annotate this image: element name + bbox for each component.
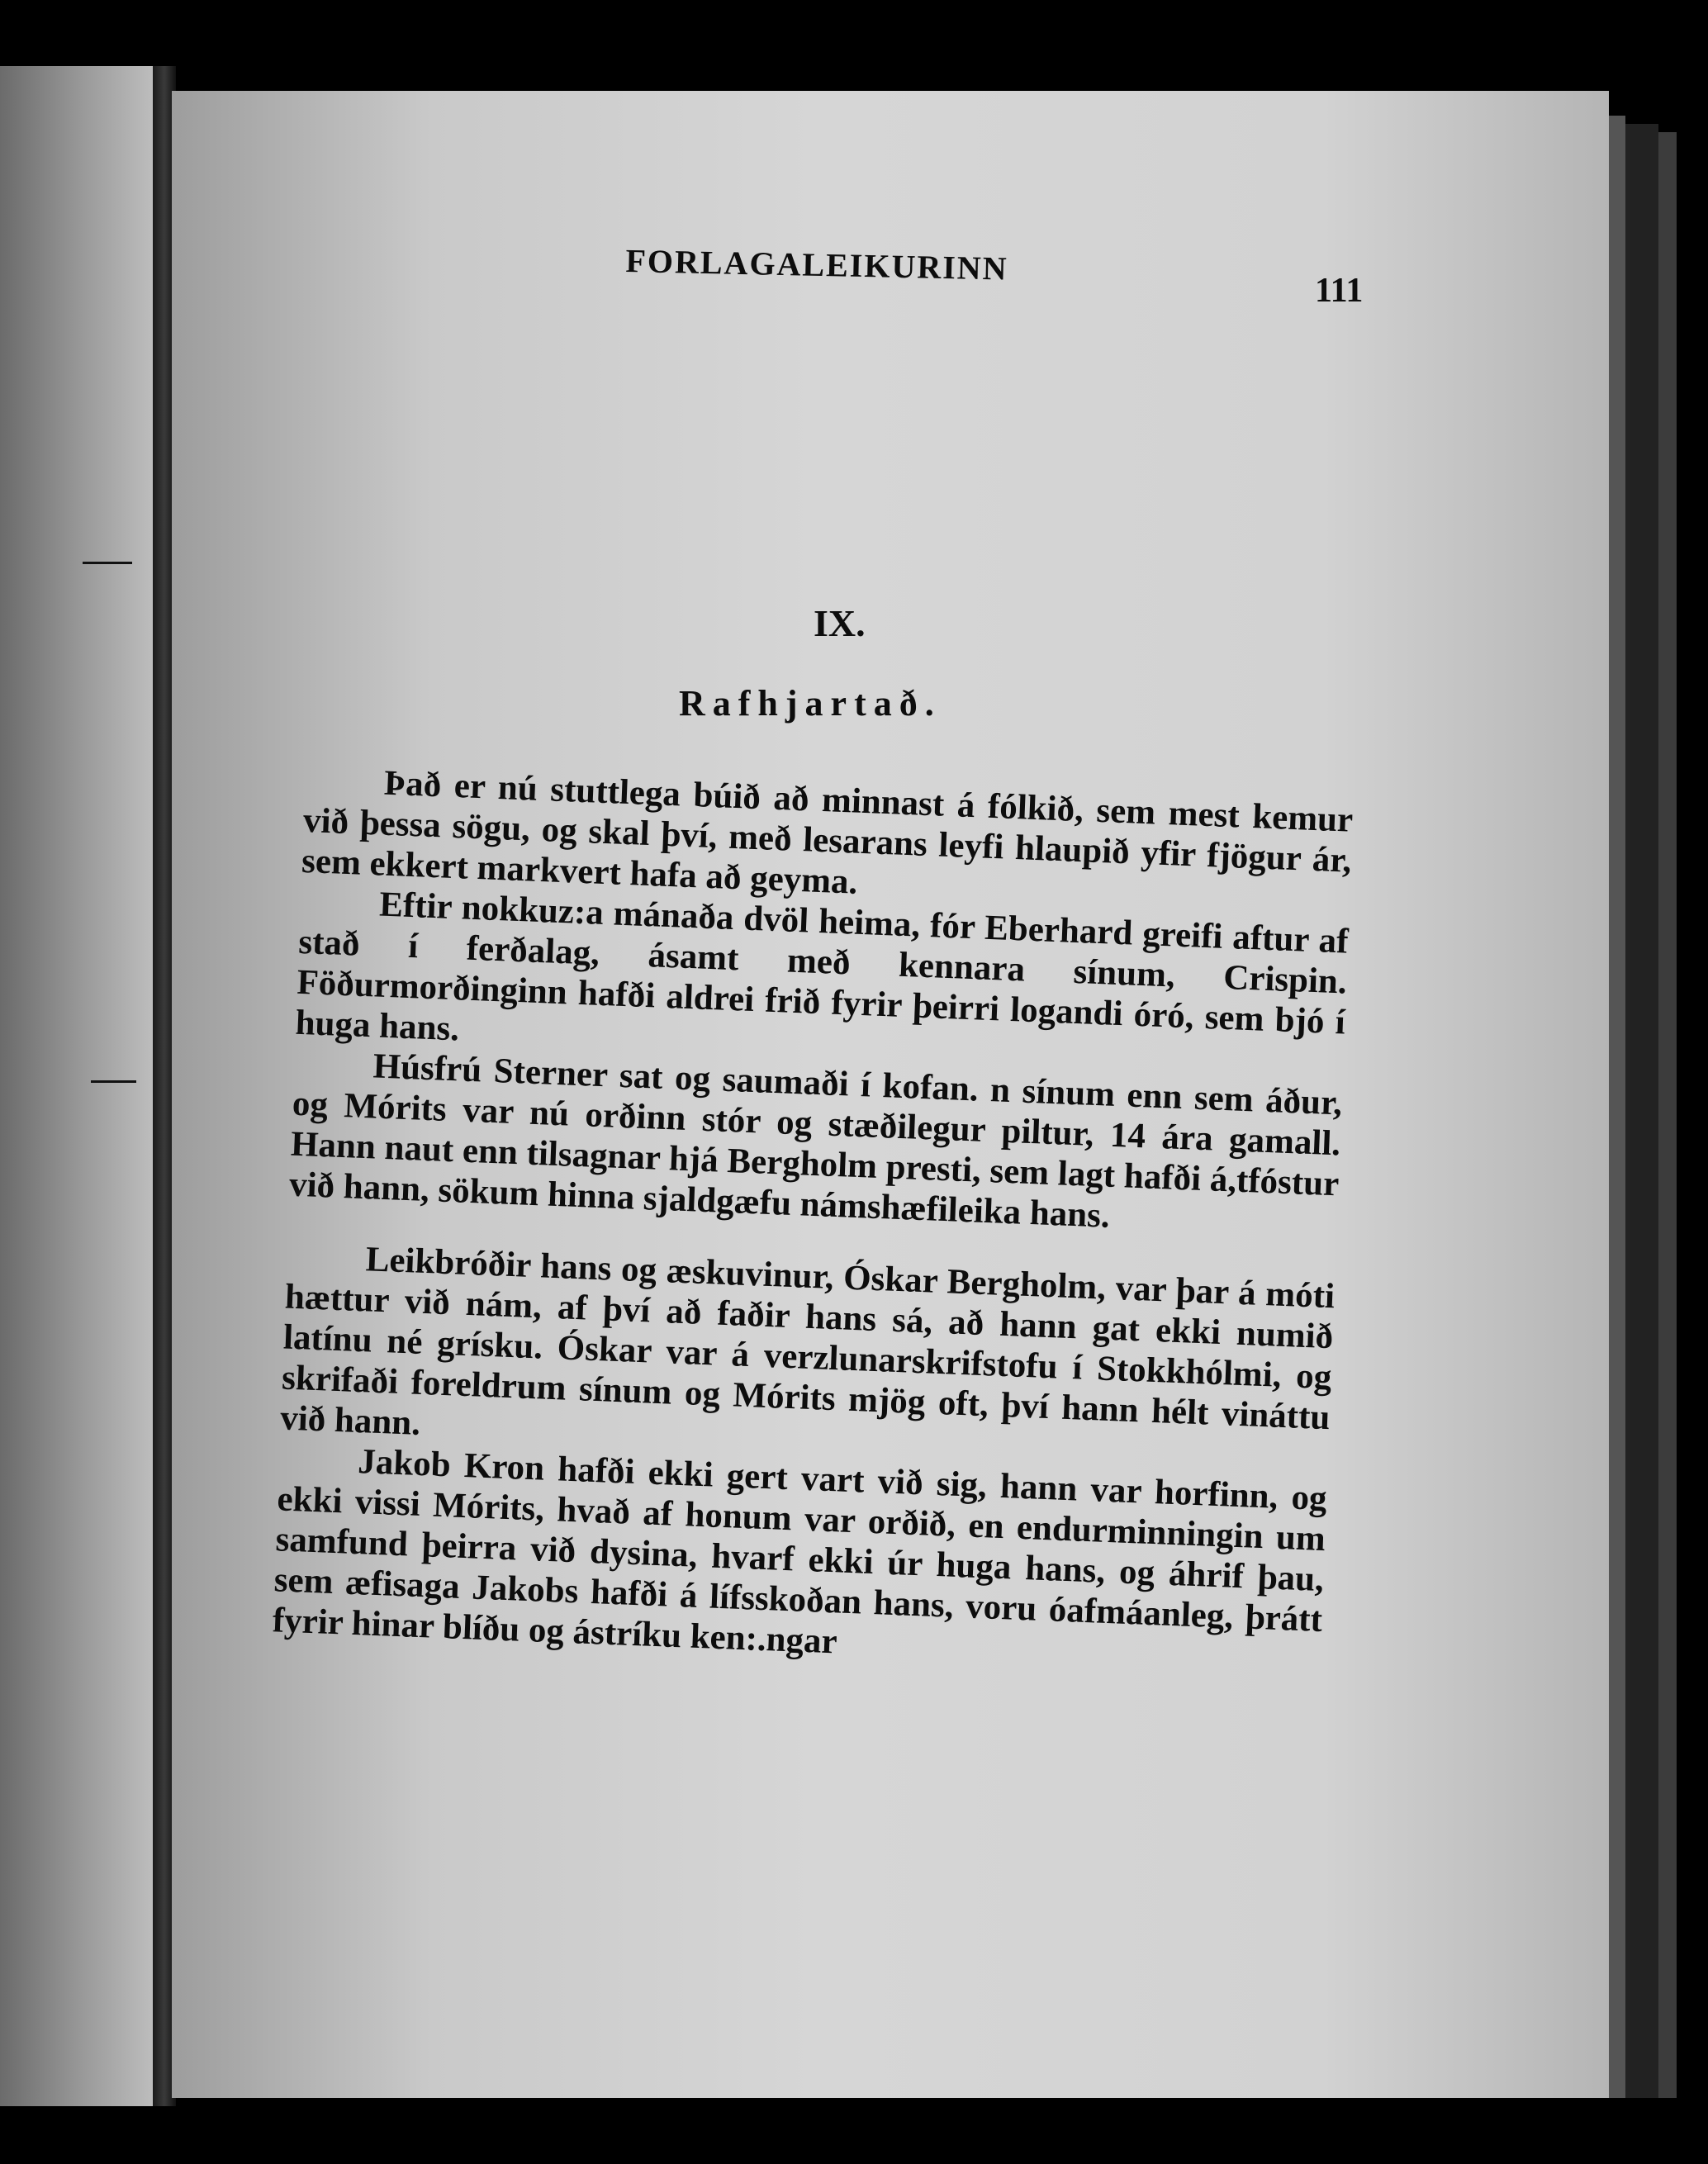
paragraph-text: Jakob Kron hafði ekki gert vart við sig, hann var horfinn, og ekki vissi Mórits, hvað af honum var orðið, en endurminningin um samfund þeirra við dysina, hvarf ekki úr huga hans, og áhrif þau, sem æfisaga Jakobs hafði á lífsskoðan hans, voru óafmáanleg, þrátt fyrir hinar blíðu og ástríku ken:.ngar: [272, 1442, 1328, 1662]
paragraph-text: Húsfrú Sterner sat og saumaði í kofan. n sínum enn sem áður, og Mórits var nú orðinn stór og stæðilegur piltur, 14 ára gamall. Hann naut enn tilsagnar hjá Bergholm presti, sem lagt hafði á,tfóstur við hann, sökum hinna sjaldgæfu námshæfileika hans.: [288, 1046, 1343, 1236]
running-head: FORLAGALEIKURINN: [625, 241, 1009, 287]
chapter-body-text: [272, 760, 1354, 1681]
left-page-edge: [0, 66, 153, 2106]
paragraph-text: Leikbróðir hans og æskuvinur, Óskar Bergholm, var þar á móti hættur við nám, af því að faðir hans sá, að hann gat ekki numið latínu né grísku. Óskar var á verzlunarskrifstofu í Stokkhólmi, og skrifaði foreldrum sínum og Mórits mjög oft, því hann hélt vináttu við hann.: [279, 1240, 1336, 1443]
margin-tick-mark: [83, 562, 132, 564]
paragraph-text: Eftir nokkuz:a mánaða dvöl heima, fór Eberhard greifi aftur af stað í ferðalag, ásamt með kennara sínum, Crispin. Föðurmorðinginn hafði aldrei frið fyrir þeirri logandi óró, sem bjó í huga hans.: [294, 885, 1350, 1049]
chapter-number: IX.: [814, 602, 866, 644]
paragraph: [272, 1438, 1327, 1681]
margin-tick-mark: [91, 1080, 136, 1083]
page-edge-shadow: [1609, 116, 1625, 2098]
page-edge-shadow: [1658, 132, 1677, 2098]
page-number: 111: [1315, 272, 1364, 310]
paragraph: [279, 1236, 1335, 1479]
page-edge-shadow: [1625, 124, 1658, 2098]
chapter-title: Rafhjartað.: [679, 683, 942, 724]
paragraph-text: Það er nú stuttlega búið að minnast á fólkið, sem mest kemur við þessa sögu, og skal því, með lesarans leyfi hlaupið yfir fjögur ár, sem ekkert markvert hafa að geyma.: [301, 763, 1355, 902]
